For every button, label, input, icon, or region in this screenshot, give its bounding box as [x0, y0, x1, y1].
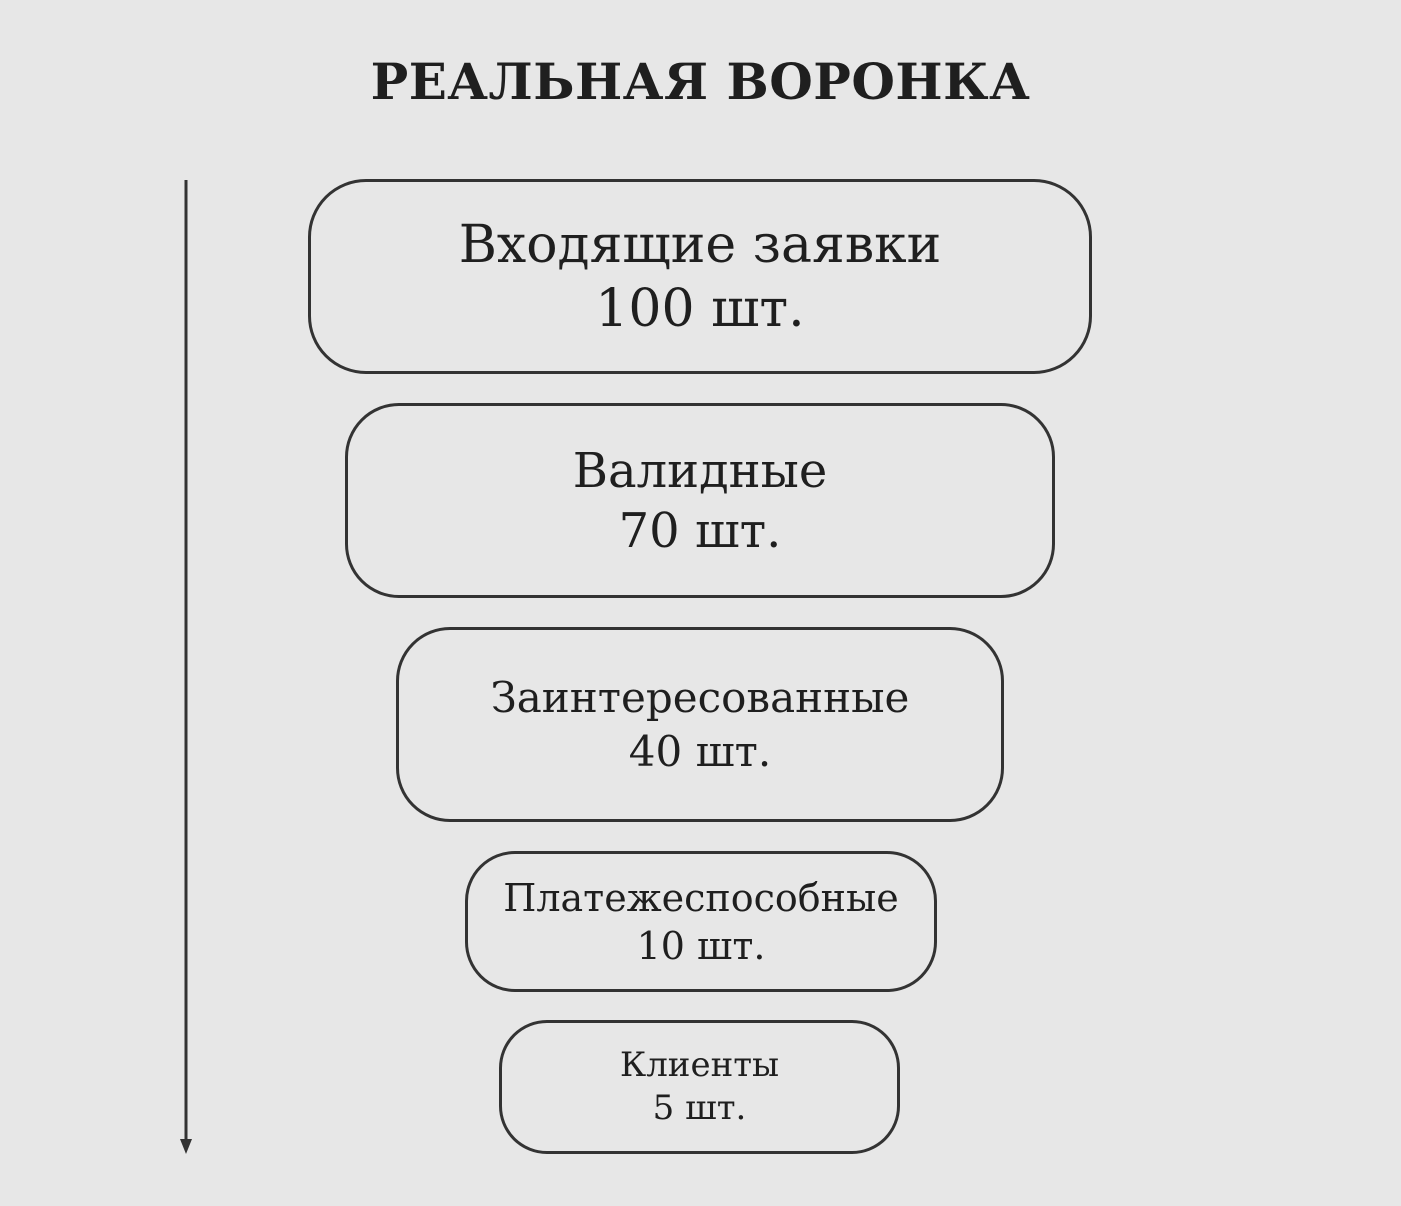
stage-count: 40 шт.	[628, 726, 772, 776]
funnel-stage-solvent	[465, 851, 937, 992]
stage-count: 100 шт.	[595, 278, 805, 339]
stage-label: Валидные	[572, 442, 828, 499]
funnel-stage-interested	[396, 627, 1004, 822]
funnel-stage-clients	[499, 1020, 900, 1154]
stage-count: 10 шт.	[636, 923, 766, 968]
down-arrow	[174, 175, 198, 1160]
stage-count: 70 шт.	[618, 502, 782, 559]
stage-label: Входящие заявки	[458, 214, 942, 275]
funnel-stage-valid	[345, 403, 1055, 598]
stage-count: 5 шт.	[652, 1088, 747, 1128]
stage-label: Заинтересованные	[490, 672, 910, 722]
page-title: РЕАЛЬНАЯ ВОРОНКА	[370, 52, 1031, 111]
funnel-stage-incoming	[308, 179, 1092, 374]
stage-label: Клиенты	[619, 1045, 780, 1085]
stage-label: Платежеспособные	[503, 875, 899, 920]
